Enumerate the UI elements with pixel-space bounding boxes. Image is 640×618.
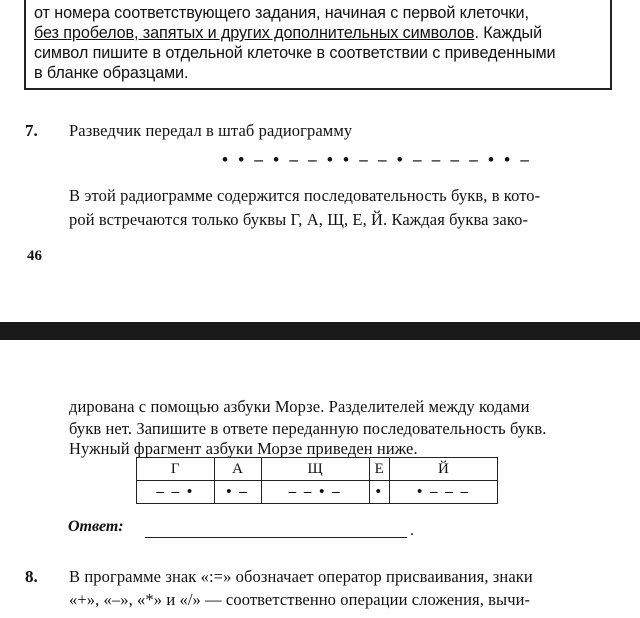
task-7-number: 7. (25, 121, 38, 140)
task-7-text-line-3: дирована с помощью азбуки Морзе. Разделителей между кодами (69, 397, 530, 416)
morse-table-letter: А (214, 458, 261, 481)
page-divider (0, 322, 640, 340)
morse-table-code: • (369, 481, 389, 504)
answer-field-line[interactable] (145, 537, 407, 538)
task-7-text-line-4: букв нет. Запишите в ответе переданную последовательность букв. (69, 419, 547, 438)
morse-table-letter: Й (389, 458, 497, 481)
instructions-line-2-rest: . Каждый (474, 24, 543, 42)
morse-table-letter: Г (137, 458, 215, 481)
answer-period: . (410, 522, 414, 539)
task-7-text-line-5: Нужный фрагмент азбуки Морзе приведен ниже. (69, 439, 418, 458)
task-7-radiogram: • • – • – – • • – – • – – – – • • – (222, 150, 532, 169)
morse-code-table (136, 457, 498, 504)
instructions-line-2 (34, 24, 542, 43)
morse-table-letter: Е (369, 458, 389, 481)
task-7-text-line-2: рой встречаются только буквы Г, А, Щ, Е, Й. Каждая буква зако- (69, 210, 529, 229)
answer-label: Ответ: (68, 518, 124, 535)
morse-table-code: – – • – (261, 481, 369, 504)
instructions-line-4: в бланке образцами. (34, 64, 189, 82)
morse-table-code: • – (214, 481, 261, 504)
morse-table-letters-row (137, 458, 498, 481)
instructions-line-3: символ пишите в отдельной клеточке в соответствии с приведенными (34, 44, 556, 62)
morse-table-letter: Щ (261, 458, 369, 481)
morse-table-code: • – – – (389, 481, 497, 504)
instructions-underlined-text: без пробелов, запятых и других дополнительных символов (34, 24, 475, 42)
morse-table-code: – – • (137, 481, 215, 504)
morse-table-codes-row (137, 481, 498, 504)
instructions-line-1: от номера соответствующего задания, начиная с первой клеточки, (34, 4, 529, 22)
task-7-text-line-1: В этой радиограмме содержится последовательность букв, в кото- (69, 186, 541, 205)
task-8-text-line-2: «+», «–», «*» и «/» — соответственно операции сложения, вычи- (69, 590, 531, 609)
task-8-text-line-1: В программе знак «:=» обозначает оператор присваивания, знаки (69, 567, 533, 586)
task-7-intro: Разведчик передал в штаб радиограмму (69, 121, 353, 140)
page-number: 46 (27, 248, 42, 264)
task-8-number: 8. (25, 567, 38, 586)
